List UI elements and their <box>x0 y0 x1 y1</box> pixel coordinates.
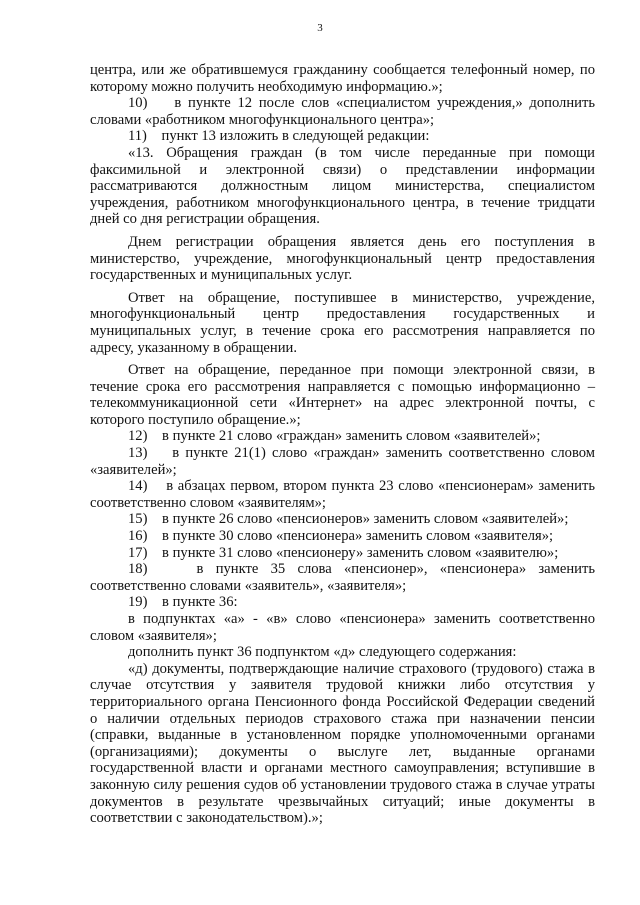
paragraph: «13. Обращения граждан (в том числе переданные при помощи факсимильной и электронной связи) о представлении информации рассматриваются должностным лицом министерства, специалистом учреждения, работником многофункционального центра, в течение тридцати дней со дня регистрации обращения. <box>90 144 595 228</box>
paragraph: «д) документы, подтверждающие наличие страхового (трудового) стажа в случае отсутствия у заявителя трудовой книжки либо отсутствия у территориального органа Пенсионного фонда Российской Федерации сведений о наличии отдельных периодов страхового стажа при назначении пенсии (справки, выданные в установленном порядке уполномоченными органами (организациями); документы о выслуге лет, выданные органами государственной власти и органами местного самоуправления; вступившие в законную силу решения судов об установлении трудового стажа в случае утраты документов в результате чрезвычайных ситуаций; иные документы в соответствии с законодательством).»; <box>90 660 595 827</box>
paragraph: дополнить пункт 36 подпунктом «д» следующего содержания: <box>128 644 517 661</box>
list-item: 14) в абзацах первом, втором пункта 23 слово «пенсионерам» заменить соответственно словом «заявителям»; <box>90 478 595 511</box>
paragraph: Ответ на обращение, переданное при помощи электронной связи, в течение срока его рассмотрения направляется с помощью информационно – телекоммуникационной сети «Интернет» на адрес электронной почты, с которого поступило обращение.»; <box>90 362 595 428</box>
paragraph: в подпунктах «а» - «в» слово «пенсионера» заменить соответственно словом «заявителя»; <box>90 611 595 644</box>
list-item: 11) пункт 13 изложить в следующей редакции: <box>128 128 430 145</box>
list-item: 13) в пункте 21(1) слово «граждан» заменить соответственно словом «заявителей»; <box>90 445 595 478</box>
document-body <box>90 62 595 827</box>
paragraph: Днем регистрации обращения является день его поступления в министерство, учреждение, многофункциональный центр предоставления государственных и муниципальных услуг. <box>90 233 595 284</box>
list-item: 17) в пункте 31 слово «пенсионеру» заменить словом «заявителю»; <box>128 544 559 561</box>
page-number: 3 <box>317 22 323 34</box>
paragraph: центра, или же обратившемуся гражданину сообщается телефонный номер, по которому можно получить необходимую информацию.»; <box>90 62 595 95</box>
list-item: 12) в пункте 21 слово «граждан» заменить словом «заявителей»; <box>128 428 541 445</box>
list-item: 16) в пункте 30 слово «пенсионера» заменить словом «заявителя»; <box>128 528 554 545</box>
list-item: 15) в пункте 26 слово «пенсионеров» заменить словом «заявителей»; <box>128 511 569 528</box>
list-item: 18) в пункте 35 слова «пенсионер», «пенсионера» заменить соответственно словами «заявитель», «заявителя»; <box>90 561 595 594</box>
list-item: 10) в пункте 12 после слов «специалистом учреждения,» дополнить словами «работником многофункционального центра»; <box>90 95 595 128</box>
paragraph: Ответ на обращение, поступившее в министерство, учреждение, многофункциональный центр предоставления государственных и муниципальных услуг, в течение срока его рассмотрения направляется по адресу, указанному в обращении. <box>90 289 595 356</box>
list-item: 19) в пункте 36: <box>128 594 238 611</box>
